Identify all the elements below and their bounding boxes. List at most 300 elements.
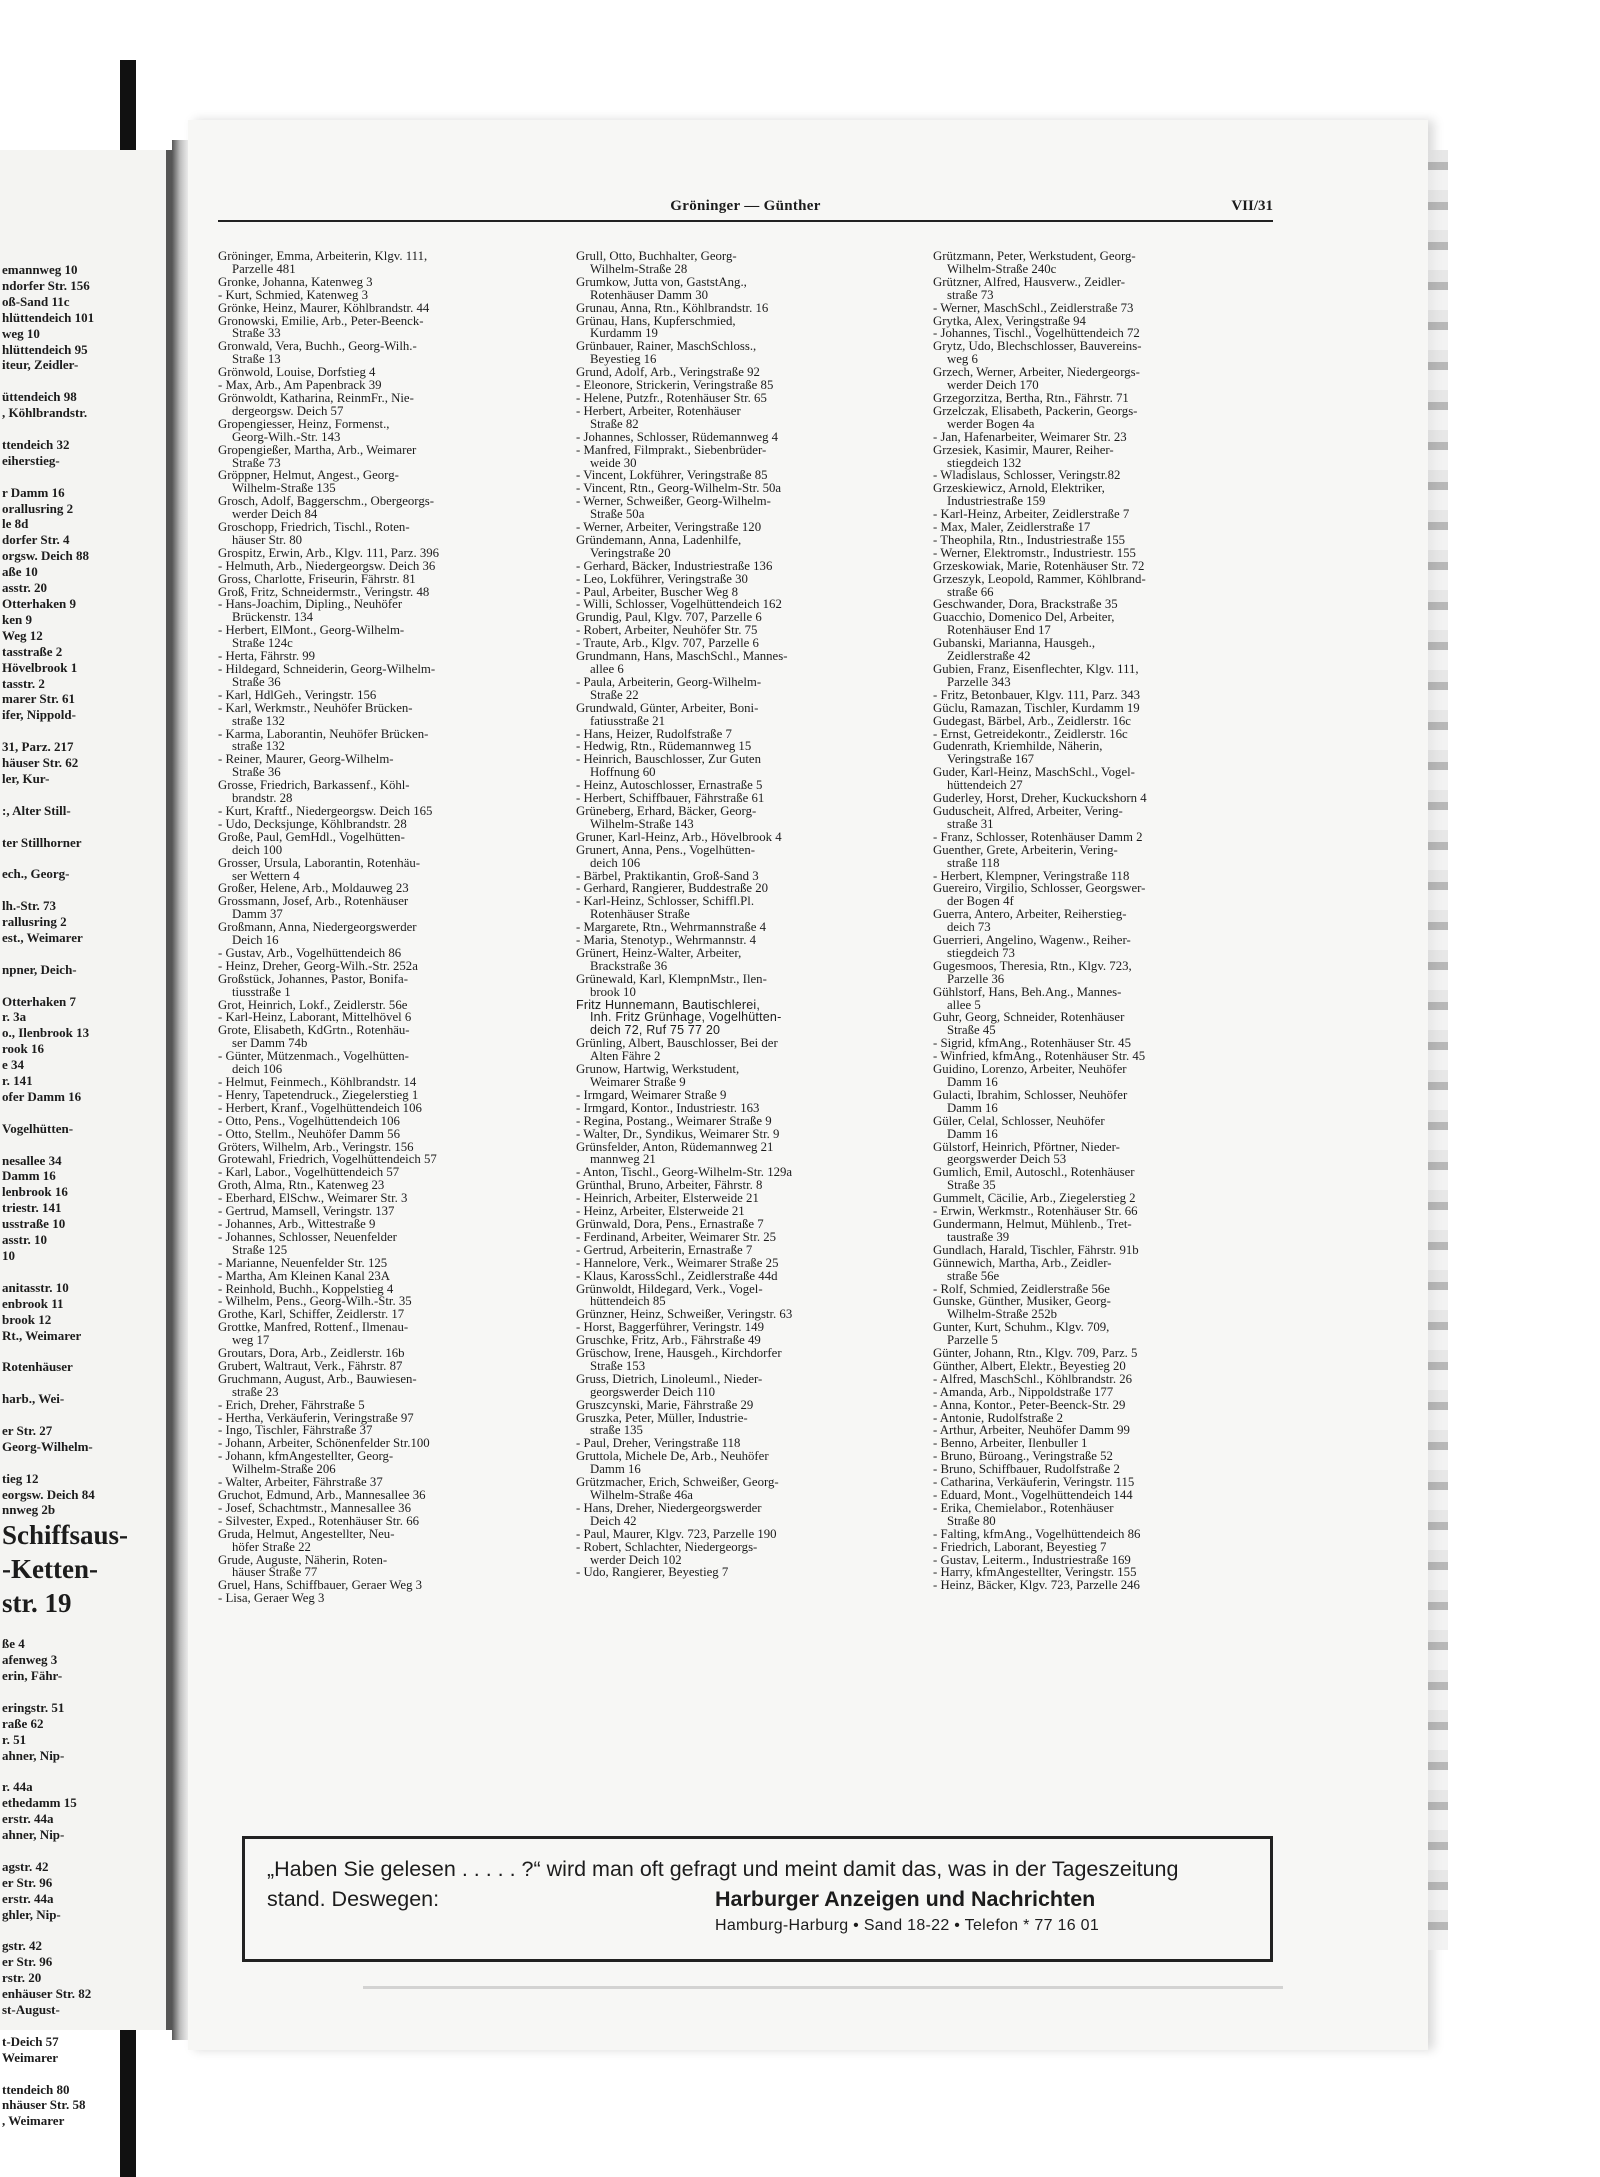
directory-entry (933, 392, 1273, 405)
directory-entry (933, 1089, 1273, 1115)
entry-continuation: Rotenhäuser Damm 30 (590, 287, 708, 302)
entry-continuation: Straße 73 (232, 455, 281, 470)
directory-entry (218, 1399, 558, 1412)
entry-line: - Gertrud, Mamsell, Veringstr. 137 (218, 1204, 395, 1219)
fragment-line: t-Deich 57 (2, 2033, 59, 2049)
fragment-line (2, 946, 167, 962)
entry-line: Gruchot, Edmund, Arb., Mannesallee 36 (218, 1488, 426, 1502)
entry-line: - Gustav, Arb., Vogelhüttendeich 86 (218, 945, 402, 960)
entry-line: - Falting, kfmAng., Vogelhüttendeich 86 (933, 1526, 1141, 1541)
directory-entry (576, 650, 916, 676)
directory-entry (576, 521, 916, 534)
fragment-line: oß-Sand 11c (2, 293, 70, 309)
fragment-line (2, 2018, 167, 2034)
directory-entry (933, 986, 1273, 1012)
fragment-line: Schiffsaus- (2, 1520, 129, 1551)
entry-line: Gudegast, Bärbel, Arb., Zeidlerstr. 16c (933, 713, 1131, 728)
entry-line: Grunau, Anna, Rtn., Köhlbrandstr. 16 (576, 300, 769, 315)
entry-line: Gundermann, Helmut, Mühlenb., Tret- (933, 1216, 1132, 1231)
entry-line: Grüneberg, Erhard, Bäcker, Georg- (576, 803, 757, 818)
entry-continuation: Deich 42 (590, 1513, 637, 1528)
entry-line: Grzegorzitza, Bertha, Rtn., Fährstr. 71 (933, 390, 1129, 405)
directory-entry (576, 1089, 916, 1102)
entry-line: Grothe, Karl, Schiffer, Zeidlerstr. 17 (218, 1307, 405, 1322)
entry-line: - Hildegard, Schneiderin, Georg-Wilhelm- (218, 662, 436, 676)
entry-line: Grude, Auguste, Näherin, Roten- (218, 1552, 388, 1567)
entry-line: - Antonie, Rudolfstraße 2 (933, 1410, 1064, 1425)
entry-line: - Franz, Schlosser, Rotenhäuser Damm 2 (933, 829, 1143, 844)
fragment-line: , Köhlbrandstr. (2, 405, 88, 421)
directory-entry (933, 960, 1273, 986)
entry-line: - Karl, Labor., Vogelhüttendeich 57 (218, 1165, 400, 1180)
entry-line: - Walter, Dr., Syndikus, Weimarer Str. 9 (576, 1126, 780, 1141)
fragment-line (2, 373, 167, 389)
directory-entry (576, 831, 916, 844)
entry-line: - Benno, Arbeiter, Ilenbuller 1 (933, 1436, 1088, 1451)
entry-line: - Friedrich, Laborant, Beyestieg 7 (933, 1539, 1107, 1554)
directory-entry (933, 934, 1273, 960)
entry-continuation: Industriestraße 159 (947, 494, 1046, 509)
directory-entry (218, 1554, 558, 1580)
directory-entry (933, 276, 1273, 302)
directory-entry (933, 766, 1273, 792)
fragment-line: hlüttendeich 95 (2, 341, 88, 357)
entry-continuation: Straße 13 (232, 352, 281, 367)
entry-line: Fritz Hunnemann, Bautischlerei, (576, 997, 761, 1012)
directory-entry (218, 302, 558, 315)
entry-continuation: Damm 16 (947, 1100, 998, 1115)
entry-line: - Leo, Lokführer, Veringstraße 30 (576, 571, 748, 586)
directory-entry (576, 1399, 916, 1412)
directory-entry (576, 534, 916, 560)
entry-line: - Lisa, Geraer Weg 3 (218, 1591, 325, 1606)
entry-continuation: hüttendeich 27 (947, 778, 1023, 793)
entry-continuation: Brackstraße 36 (590, 958, 668, 973)
entry-continuation: weg 17 (232, 1333, 270, 1348)
entry-line: Gummelt, Cäcilie, Arb., Ziegelerstieg 2 (933, 1191, 1136, 1206)
entry-line: - Helmut, Feinmech., Köhlbrandstr. 14 (218, 1075, 417, 1089)
fragment-line (2, 850, 167, 866)
directory-entry (576, 702, 916, 728)
directory-entry (576, 431, 916, 444)
fragment-line: Weg 12 (2, 627, 43, 643)
entry-line: Günther, Albert, Elektr., Beyestieg 20 (933, 1358, 1126, 1373)
fragment-line: ech., Georg- (2, 866, 70, 882)
entry-continuation: straße 135 (590, 1423, 643, 1438)
entry-line: Guereiro, Virgilio, Schlosser, Georgswer- (933, 881, 1146, 896)
entry-line: Gruszcynski, Marie, Fährstraße 29 (576, 1397, 754, 1412)
entry-line: - Ferdinand, Arbeiter, Weimarer Str. 25 (576, 1229, 777, 1244)
directory-entry (933, 1541, 1273, 1554)
directory-entry (218, 728, 558, 754)
directory-entry (218, 315, 558, 341)
entry-line: - Kurt, Kraftf., Niedergeorgsw. Deich 165 (218, 803, 433, 818)
entry-line: Grünbauer, Rainer, MaschSchloss., (576, 339, 757, 354)
fragment-line: asstr. 20 (2, 580, 48, 596)
fragment-line: ter Stillhorner (2, 834, 82, 850)
entry-line: Gruttola, Michele De, Arb., Neuhöfer (576, 1449, 769, 1464)
fragment-line: eringstr. 51 (2, 1699, 65, 1715)
entry-line: Gulacti, Ibrahim, Schlosser, Neuhöfer (933, 1087, 1128, 1102)
entry-line: - Werner, MaschSchl., Zeidlerstraße 73 (933, 300, 1134, 315)
directory-entry (933, 908, 1273, 934)
directory-entry (576, 1231, 916, 1244)
entry-line: - Hertha, Verkäuferin, Veringstraße 97 (218, 1410, 414, 1425)
fragment-line: Otterhaken 9 (2, 595, 77, 611)
entry-line: Gruner, Karl-Heinz, Arb., Hövelbrook 4 (576, 829, 782, 844)
entry-continuation: Hoffnung 60 (590, 765, 656, 780)
directory-entry (218, 960, 558, 973)
entry-line: - Fritz, Betonbauer, Klgv. 111, Parz. 343 (933, 687, 1141, 702)
directory-entry (933, 250, 1273, 276)
fragment-line: ifer, Nippold- (2, 707, 76, 723)
entry-line: - Karl, Werkmstr., Neuhöfer Brücken- (218, 700, 413, 715)
directory-entry (576, 934, 916, 947)
entry-line: Grzesiek, Kasimir, Maurer, Reiher- (933, 442, 1114, 457)
entry-line: - Regina, Postang., Weimarer Straße 9 (576, 1113, 772, 1128)
fragment-line: r. 51 (2, 1731, 27, 1747)
fragment-line: ahner, Nip- (2, 1827, 65, 1843)
entry-continuation: Straße 35 (947, 1178, 996, 1193)
directory-entry (218, 444, 558, 470)
entry-line: - Jan, Hafenarbeiter, Weimarer Str. 23 (933, 429, 1127, 444)
entry-line: Grubert, Waltraut, Verk., Fährstr. 87 (218, 1358, 403, 1373)
entry-line: - Johannes, Tischl., Vogelhüttendeich 72 (933, 326, 1140, 341)
entry-continuation: straße 56e (947, 1268, 1000, 1283)
directory-entry (576, 1063, 916, 1089)
directory-entry (218, 1050, 558, 1076)
fragment-line (2, 787, 167, 803)
entry-line: Grunert, Anna, Pens., Vogelhütten- (576, 842, 756, 857)
directory-entry (576, 1257, 916, 1270)
entry-continuation: Rotenhäuser Straße (590, 907, 690, 922)
directory-entry (933, 702, 1273, 715)
entry-continuation: Damm 16 (947, 1126, 998, 1141)
entry-line: Grytka, Alex, Veringstraße 94 (933, 313, 1086, 328)
entry-continuation: deich 73 (947, 920, 991, 935)
entry-line: Grottke, Manfred, Rottenf., Ilmenau- (218, 1320, 409, 1335)
entry-continuation: höfer Straße 22 (232, 1539, 311, 1554)
directory-entry (218, 1231, 558, 1257)
entry-line: - Reinhold, Buchh., Koppelstieg 4 (218, 1281, 394, 1296)
entry-line: Gronke, Johanna, Katenweg 3 (218, 274, 373, 289)
entry-line: Gröppner, Helmut, Angest., Georg- (218, 468, 399, 483)
directory-entry (933, 844, 1273, 870)
entry-continuation: Beyestieg 16 (590, 352, 657, 367)
directory-entry (933, 340, 1273, 366)
entry-continuation: weg 6 (947, 352, 978, 367)
entry-line: Gumlich, Emil, Autoschl., Rotenhäuser (933, 1165, 1135, 1180)
directory-entry (933, 1295, 1273, 1321)
entry-line: Gröters, Wilhelm, Arb., Veringstr. 156 (218, 1139, 414, 1154)
entry-line: Gruda, Helmut, Angestellter, Neu- (218, 1526, 395, 1541)
entry-continuation: Wilhelm-Straße 46a (590, 1488, 693, 1502)
entry-line: Gruschke, Fritz, Arb., Fährstraße 49 (576, 1333, 761, 1348)
fragment-line (2, 978, 167, 994)
entry-line: - Bruno, Büroang., Veringstraße 52 (933, 1449, 1113, 1464)
entry-continuation: Rotenhäuser End 17 (947, 623, 1051, 638)
fragment-line: , Weimarer (2, 2113, 65, 2129)
directory-entry (576, 1115, 916, 1128)
entry-line: - Irmgard, Kontor., Industriestr. 163 (576, 1100, 760, 1115)
directory-entry (933, 1373, 1273, 1386)
directory-entry (933, 405, 1273, 431)
entry-continuation: Straße 80 (947, 1513, 996, 1528)
fragment-line: dorfer Str. 4 (2, 532, 70, 548)
entry-continuation: Weimarer Straße 9 (590, 1075, 686, 1089)
entry-continuation: Wilhelm-Straße 206 (232, 1462, 336, 1477)
directory-entry (576, 250, 916, 276)
entry-line: - Irmgard, Weimarer Straße 9 (576, 1087, 727, 1102)
entry-continuation: Wilhelm-Straße 143 (590, 816, 694, 831)
fragment-line (2, 1763, 167, 1779)
directory-entry (576, 1244, 916, 1257)
fragment-line: le 8d (2, 516, 29, 532)
directory-entry (576, 495, 916, 521)
entry-line: Gropengiesser, Heinz, Formenst., (218, 416, 390, 431)
entry-line: Gronwald, Vera, Buchh., Georg-Wilh.- (218, 339, 417, 354)
entry-line: - Heinz, Bäcker, Klgv. 723, Parzelle 246 (933, 1578, 1140, 1593)
fragment-line: raße 62 (2, 1715, 44, 1731)
entry-line: Großer, Helene, Arb., Moldauweg 23 (218, 881, 409, 896)
directory-entry (218, 973, 558, 999)
fragment-line: tieg 12 (2, 1470, 39, 1486)
directory-entry (933, 637, 1273, 663)
entry-line: Güler, Celal, Schlosser, Neuhöfer (933, 1113, 1105, 1128)
entry-line: Grote, Elisabeth, KdGrtn., Rotenhäu- (218, 1023, 410, 1038)
entry-line: - Erika, Chemielabor., Rotenhäuser (933, 1500, 1114, 1515)
directory-entry (218, 469, 558, 495)
entry-line: - Otto, Pens., Vogelhüttendeich 106 (218, 1113, 400, 1128)
directory-entry (933, 882, 1273, 908)
fragment-line: üttendeich 98 (2, 389, 77, 405)
directory-entry (576, 676, 916, 702)
fragment-line: weg 10 (2, 325, 40, 341)
entry-line: - Harry, kfmAngestellter, Veringstr. 155 (933, 1565, 1137, 1580)
entry-line: Groschopp, Friedrich, Tischl., Roten- (218, 520, 410, 535)
entry-line: Guacchio, Domenico Del, Arbeiter, (933, 610, 1115, 625)
entry-continuation: ser Damm 74b (232, 1036, 308, 1051)
fragment-line: orgsw. Deich 88 (2, 548, 90, 564)
entry-continuation: straße 66 (947, 584, 994, 599)
entry-continuation: Straße 153 (590, 1358, 646, 1373)
entry-line: Grot, Heinrich, Lokf., Zeidlerstr. 56e (218, 997, 408, 1012)
entry-line: Gröninger, Emma, Arbeiterin, Klgv. 111, (218, 249, 428, 263)
directory-entry (218, 276, 558, 289)
directory-entry (576, 895, 916, 921)
directory-entry (933, 1347, 1273, 1360)
fragment-line: tasstraße 2 (2, 643, 63, 659)
directory-entry (933, 740, 1273, 766)
directory-entry (218, 1270, 558, 1283)
fragment-line (2, 1620, 167, 1636)
fragment-line: afenweg 3 (2, 1652, 58, 1668)
directory-entry (576, 805, 916, 831)
entry-continuation: ser Wettern 4 (232, 868, 300, 883)
entry-continuation: straße 132 (232, 713, 285, 728)
entry-line: - Hannelore, Verk., Weimarer Straße 25 (576, 1255, 779, 1270)
entry-line: - Bruno, Schiffbauer, Rudolfstraße 2 (933, 1462, 1120, 1477)
entry-line: - Herbert, Kranf., Vogelhüttendeich 106 (218, 1100, 422, 1115)
directory-entry (218, 418, 558, 444)
entry-line: - Kurt, Schmied, Katenweg 3 (218, 287, 368, 302)
entry-line: - Hedwig, Rtn., Rüdemannweg 15 (576, 739, 752, 754)
entry-line: - Ernst, Getreidekontr., Zeidlerstr. 16c (933, 726, 1128, 741)
entry-line: - Johann, kfmAngestellter, Georg- (218, 1449, 394, 1464)
fragment-line: :, Alter Still- (2, 802, 71, 818)
directory-entry (576, 1476, 916, 1502)
fragment-line: usstraße 10 (2, 1216, 66, 1232)
directory-entry (218, 818, 558, 831)
fragment-line: ken 9 (2, 611, 32, 627)
fragment-line: ndorfer Str. 156 (2, 277, 90, 293)
entry-line: Grzeskiewicz, Arnold, Elektriker, (933, 481, 1105, 496)
fragment-line: r. 3a (2, 1009, 27, 1025)
entry-line: Grützmacher, Erich, Schweißer, Georg- (576, 1475, 779, 1490)
directory-entry (576, 573, 916, 586)
directory-entry (576, 1412, 916, 1438)
entry-line: Grünthal, Bruno, Arbeiter, Fährstr. 8 (576, 1178, 763, 1193)
entry-line: - Herbert, Klempner, Veringstraße 118 (933, 868, 1130, 883)
fragment-line (2, 1922, 167, 1938)
fragment-line: enbrook 11 (2, 1295, 64, 1311)
directory-entry (218, 289, 558, 302)
directory-entry (576, 560, 916, 573)
entry-continuation: hüttendeich 85 (590, 1294, 666, 1309)
entry-line: Grotewahl, Friedrich, Vogelhüttendeich 57 (218, 1152, 437, 1167)
entry-line: - Klaus, KarossSchl., Zeidlerstraße 44d (576, 1268, 778, 1283)
entry-continuation: fatiusstraße 21 (590, 713, 665, 728)
directory-entry (218, 702, 558, 728)
directory-entry (933, 1579, 1273, 1592)
fragment-line (2, 1843, 167, 1859)
directory-entry (576, 1502, 916, 1528)
entry-line: - Wladislaus, Schlosser, Veringstr.82 (933, 468, 1121, 483)
entry-line: Güclu, Ramazan, Tischler, Kurdamm 19 (933, 700, 1140, 715)
fragment-line (2, 1105, 167, 1121)
directory-entry (933, 573, 1273, 599)
directory-entry (933, 663, 1273, 689)
entry-line: Gruss, Dietrich, Linoleuml., Nieder- (576, 1371, 763, 1386)
entry-line: Grzeskowiak, Marie, Rotenhäuser Str. 72 (933, 558, 1145, 573)
advert-address: Hamburg-Harburg • Sand 18-22 • Telefon * 77 16 01 (715, 1917, 1100, 1934)
directory-entry (576, 1373, 916, 1399)
entry-line: Grundig, Paul, Klgv. 707, Parzelle 6 (576, 610, 762, 625)
directory-entry (218, 392, 558, 418)
entry-line: - Otto, Stellm., Neuhöfer Damm 56 (218, 1126, 400, 1141)
advert-headline: „Haben Sie gelesen . . . . . ?“ wird man oft gefragt und meint damit das, was in der Tageszeitung (267, 1857, 1179, 1881)
entry-line: Grosser, Ursula, Laborantin, Rotenhäu- (218, 855, 421, 870)
entry-line: - Erich, Dreher, Fährstraße 5 (218, 1397, 365, 1412)
entry-line: - Martha, Am Kleinen Kanal 23A (218, 1268, 391, 1283)
entry-line: - Herbert, Arbeiter, Rotenhäuser (576, 403, 741, 418)
fragment-line: asstr. 10 (2, 1232, 48, 1248)
entry-line: - Amanda, Arb., Nippoldstraße 177 (933, 1384, 1114, 1399)
entry-line: Guerrieri, Angelino, Wagenw., Reiher- (933, 933, 1131, 948)
fragment-line: 10 (2, 1248, 15, 1263)
fragment-line: lenbrook 16 (2, 1184, 68, 1200)
fragment-line: anitasstr. 10 (2, 1279, 69, 1295)
directory-entry (218, 857, 558, 883)
fragment-line: triestr. 141 (2, 1200, 62, 1216)
entry-line: - Heinrich, Arbeiter, Elsterweide 21 (576, 1191, 759, 1206)
fragment-line: emannweg 10 (2, 262, 78, 277)
entry-line: Gunske, Günther, Musiker, Georg- (933, 1294, 1111, 1309)
directory-entry (218, 1321, 558, 1347)
fragment-line: erin, Fähr- (2, 1668, 63, 1684)
directory-entry (576, 1141, 916, 1167)
fragment-line: Damm 16 (2, 1168, 56, 1184)
entry-continuation: der Bogen 4f (947, 894, 1014, 909)
directory-entry (218, 1128, 558, 1141)
directory-entry (218, 1502, 558, 1515)
entry-line: - Rolf, Schmied, Zeidlerstraße 56e (933, 1281, 1110, 1296)
directory-entry (576, 1283, 916, 1309)
fragment-line: nhäuser Str. 58 (2, 2097, 86, 2113)
entry-continuation: Veringstraße 20 (590, 545, 671, 560)
entry-line: Groutars, Dora, Arb., Zeidlerstr. 16b (218, 1346, 405, 1361)
entry-line: - Johann, Arbeiter, Schönenfelder Str.100 (218, 1436, 430, 1451)
directory-entry (933, 366, 1273, 392)
entry-continuation: Straße 82 (590, 416, 639, 431)
fragment-line: ler, Kur- (2, 770, 50, 786)
entry-line: Guhr, Georg, Schneider, Rotenhäuser (933, 1010, 1125, 1025)
entry-line: - Maria, Stenotyp., Wehrmannstr. 4 (576, 933, 756, 948)
entry-line: - Horst, Baggerführer, Veringstr. 149 (576, 1320, 764, 1335)
directory-entry (218, 1515, 558, 1528)
fragment-line: er Str. 27 (2, 1422, 53, 1438)
entry-line: Grüschow, Irene, Hausgeh., Kirchdorfer (576, 1346, 782, 1361)
entry-line: - Alfred, MaschSchl., Köhlbrandstr. 26 (933, 1371, 1133, 1386)
entry-continuation: tiusstraße 1 (232, 984, 291, 999)
page-number: VII/31 (1231, 198, 1273, 214)
directory-entry (933, 521, 1273, 534)
directory-entry (218, 1592, 558, 1605)
entry-line: - Max, Maler, Zeidlerstraße 17 (933, 520, 1091, 535)
entry-line: Grundwald, Günter, Arbeiter, Boni- (576, 700, 759, 715)
fragment-line (2, 1264, 167, 1280)
entry-continuation: werder Bogen 4a (947, 416, 1035, 431)
directory-entry (218, 1373, 558, 1399)
entry-continuation: brandstr. 28 (232, 791, 293, 806)
fragment-line: Hövelbrook 1 (2, 659, 78, 675)
directory-entry (933, 1257, 1273, 1283)
entry-line: - Paula, Arbeiterin, Georg-Wilhelm- (576, 674, 762, 689)
entry-line: - Heinrich, Bauschlosser, Zur Guten (576, 752, 761, 767)
running-title: Gröninger — Günther (670, 198, 821, 214)
entry-continuation: Brückenstr. 134 (232, 610, 314, 625)
fragment-line: -Ketten- (2, 1554, 98, 1585)
entry-continuation: Zeidlerstraße 42 (947, 649, 1031, 664)
directory-entry (218, 805, 558, 818)
entry-continuation: deich 106 (590, 855, 641, 870)
entry-line: - Marianne, Neuenfelder Str. 125 (218, 1255, 388, 1270)
fragment-line: ße 4 (2, 1636, 25, 1652)
fragment-line: rallusring 2 (2, 914, 67, 930)
entry-line: Guduscheit, Alfred, Arbeiter, Vering- (933, 803, 1123, 818)
entry-line: - Johannes, Arb., Wittestraße 9 (218, 1216, 376, 1231)
directory-entry (933, 534, 1273, 547)
entry-line: - Max, Arb., Am Papenbrack 39 (218, 378, 382, 393)
entry-line: Grünert, Heinz-Walter, Arbeiter, (576, 945, 742, 960)
entry-continuation: Georg-Wilh.-Str. 143 (232, 429, 341, 444)
directory-entry (218, 1089, 558, 1102)
directory-entry (218, 1102, 558, 1115)
directory-column-1 (218, 250, 558, 1605)
directory-entry (218, 1489, 558, 1502)
entry-line: Grünwoldt, Hildegard, Verk., Vogel- (576, 1281, 763, 1296)
entry-line: - Willi, Schlosser, Vogelhüttendeich 162 (576, 597, 782, 612)
